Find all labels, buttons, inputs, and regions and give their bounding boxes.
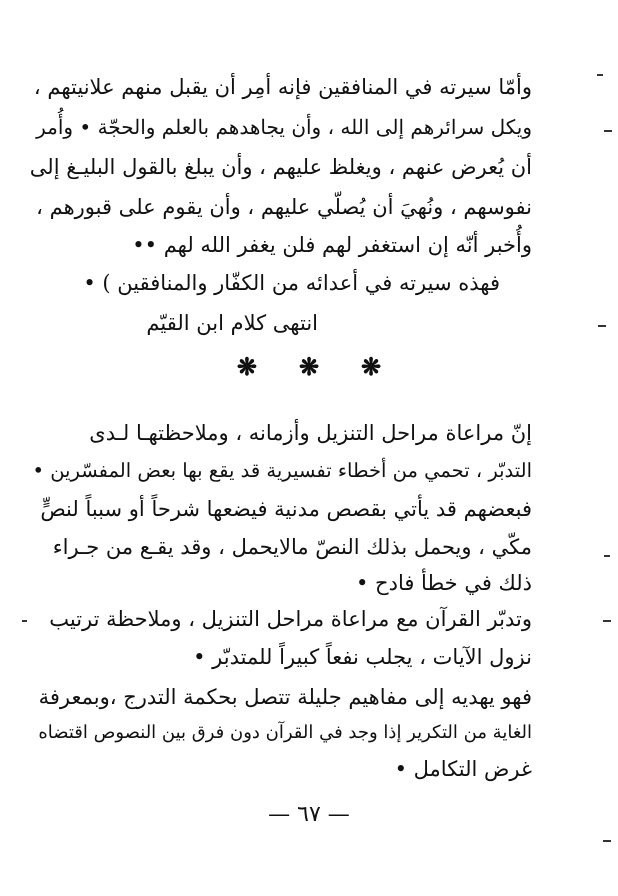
page-number: — ٦٧ — <box>268 802 350 827</box>
text-line: غرض التكامل • <box>394 757 532 781</box>
scan-mark <box>22 620 27 622</box>
scan-mark <box>603 620 611 622</box>
scan-mark <box>604 555 610 557</box>
scan-mark <box>598 325 606 327</box>
text-line: نفوسهم ، ونُهيَ أن يُصلّي عليهم ، وأن يقوم على قبورهم ، <box>36 195 532 219</box>
text-line: فبعضهم قد يأتي بقصص مدنية فيضعها شرحاً أو سبباً لنصٍّ <box>40 497 532 521</box>
text-line: أن يُعرض عنهم ، ويغلظ عليهم ، وأن يبلغ بالقول البليـغ إلى <box>29 155 532 179</box>
attribution-line: انتهى كلام ابن القيّم <box>146 311 318 335</box>
text-line: ويكل سرائرهم إلى الله ، وأن يجاهدهم بالعلم والحجّة • وأُمر <box>36 115 532 139</box>
text-line: نزول الآيات ، يجلب نفعاً كبيراً للمتدبّر • <box>193 645 532 669</box>
text-line: وأُخبر أنّه إن استغفر لهم فلن يغفر الله لهم •• <box>132 233 532 257</box>
text-line: وتدبّر القرآن مع مراعاة مراحل التنزيل ، وملاحظة ترتيب <box>49 607 532 631</box>
text-line: الغاية من التكرير إذا وجد في القرآن دون فرق بين النصوص اقتضاه <box>38 722 532 743</box>
scan-mark <box>604 130 612 132</box>
section-separator <box>0 352 618 381</box>
text-line: التدبّر ، تحمي من أخطاء تفسيرية قد يقع بها بعض المفسّرين • <box>32 459 532 482</box>
text-line: فهذه سيرته في أعدائه من الكفّار والمنافقين ) • <box>83 271 500 295</box>
text-line: مكّي ، ويحمل بذلك النصّ مالايحمل ، وقد يقـع من جـراء <box>52 535 532 559</box>
separator-star: ❋ <box>361 352 382 381</box>
separator-star: ❋ <box>236 352 257 381</box>
text-line: فهو يهديه إلى مفاهيم جليلة تتصل بحكمة التدرج ،وبمعرفة <box>38 685 532 709</box>
separator-star: ❋ <box>298 352 320 381</box>
scan-mark <box>603 840 611 842</box>
scan-mark <box>597 74 603 76</box>
text-line: ذلك في خطأ فادح • <box>355 571 532 595</box>
text-line: وأمّا سيرته في المنافقين فإنه أمِر أن يقبل منهم علانيتهم ، <box>33 75 532 99</box>
text-line: إنّ مراعاة مراحل التنزيل وأزمانه ، وملاحظتهـا لـدى <box>89 421 532 445</box>
